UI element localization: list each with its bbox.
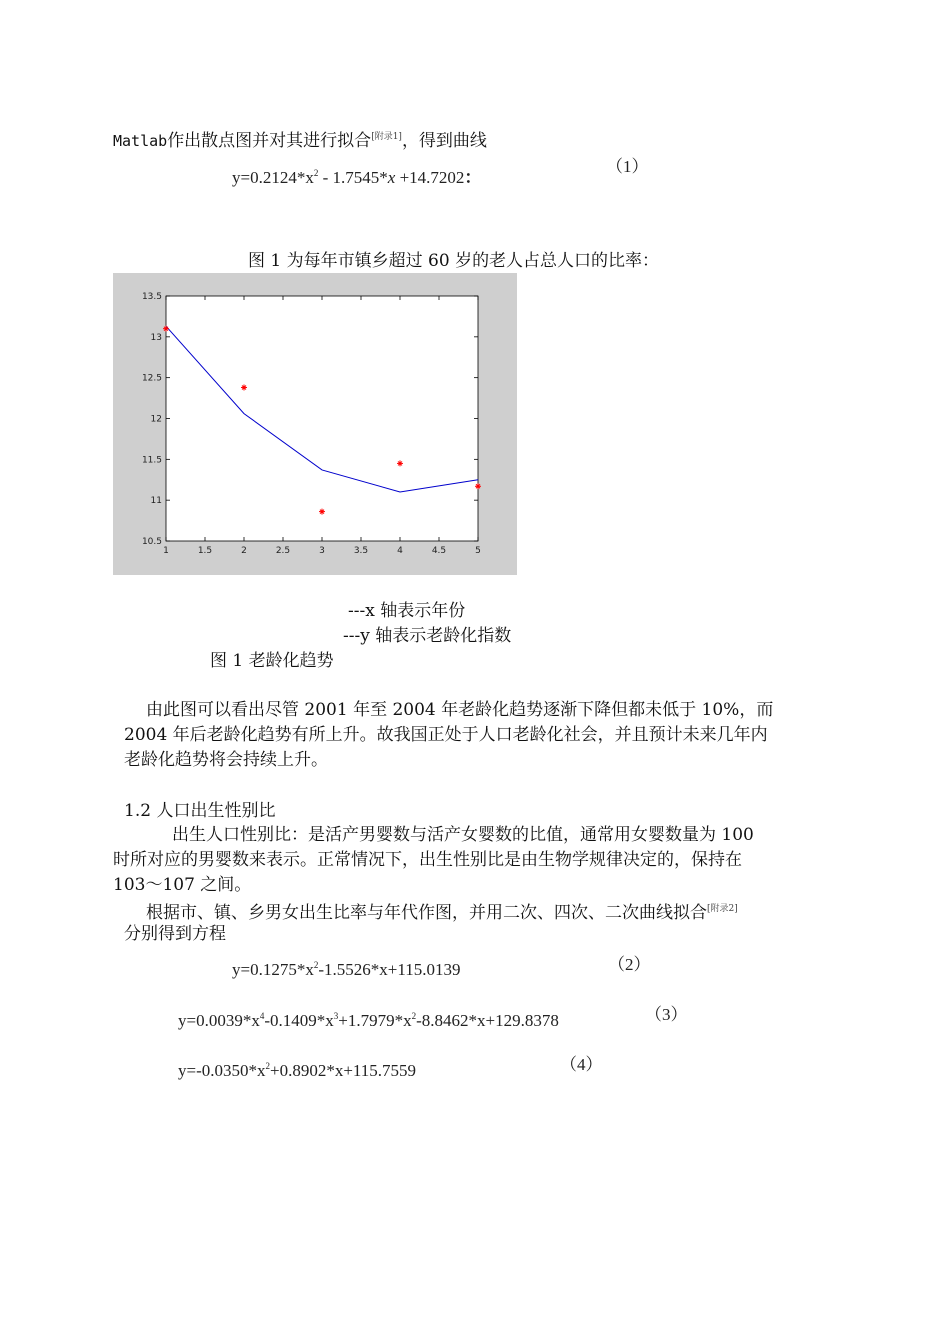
equation-4 bbox=[178, 1061, 416, 1081]
equation-3-number: （3） bbox=[645, 1005, 688, 1024]
para2-line1: 出生人口性别比：是活产男婴数与活产女婴数的比值，通常用女婴数量为 100 bbox=[172, 825, 754, 845]
eq1-part-b: - 1.7545* bbox=[318, 168, 388, 187]
equation-1 bbox=[232, 163, 481, 188]
para3-text: 根据市、镇、乡男女出生比率与年代作图，并用二次、四次、二次曲线拟合 bbox=[146, 903, 707, 923]
x-tick-label: 3.5 bbox=[353, 546, 369, 556]
para1-line3: 老龄化趋势将会持续上升。 bbox=[124, 750, 328, 770]
eq1-part-a: y=0.2124*x bbox=[232, 168, 314, 187]
eq3-part-a: y=0.0039*x bbox=[178, 1011, 260, 1030]
intro-line bbox=[113, 126, 487, 152]
eq1-x-variable: x bbox=[387, 168, 396, 187]
y-axis-note: ---y 轴表示老龄化指数 bbox=[343, 626, 512, 646]
y-tick-label: 11.5 bbox=[141, 455, 162, 466]
eq2-part-a: y=0.1275*x bbox=[232, 960, 314, 979]
x-tick-label: 2 bbox=[241, 546, 247, 556]
eq4-part-a: y=-0.0350*x bbox=[178, 1061, 266, 1080]
figure-intro: 图 1 为每年市镇乡超过 60 岁的老人占总人口的比率： bbox=[248, 251, 660, 271]
eq4-exponent: 2 bbox=[265, 1061, 270, 1071]
intro-text: 作出散点图并对其进行拟合 bbox=[167, 131, 372, 151]
plot-area bbox=[166, 296, 478, 541]
intro-matlab: Matlab bbox=[113, 132, 168, 150]
eq3-exponent-1: 4 bbox=[259, 1011, 265, 1021]
x-tick-label: 1 bbox=[163, 546, 169, 556]
figure-caption: 图 1 老龄化趋势 bbox=[210, 651, 334, 671]
eq3-part-b: -0.1409*x bbox=[264, 1011, 334, 1030]
eq3-part-d: -8.8462*x+129.8378 bbox=[416, 1011, 559, 1030]
para3-line2: 分别得到方程 bbox=[124, 924, 226, 944]
para3-line1 bbox=[146, 897, 738, 926]
x-tick-label: 5 bbox=[475, 546, 481, 556]
eq3-part-c: +1.7979*x bbox=[338, 1011, 412, 1030]
equation-2-number: （2） bbox=[608, 955, 651, 974]
section-heading: 1.2 人口出生性别比 bbox=[124, 801, 276, 821]
eq2-exponent: 2 bbox=[313, 960, 319, 970]
eq4-part-b: +0.8902*x+115.7559 bbox=[270, 1061, 417, 1080]
x-tick-label: 2.5 bbox=[275, 546, 291, 556]
figure-1-chart bbox=[113, 273, 517, 575]
intro-suffix: ，得到曲线 bbox=[401, 131, 487, 151]
eq1-exponent: 2 bbox=[313, 168, 319, 178]
x-tick-label: 3 bbox=[319, 546, 325, 556]
y-tick-label: 12.5 bbox=[141, 373, 162, 384]
eq1-part-c: +14.7202 bbox=[395, 168, 465, 187]
equation-4-number: （4） bbox=[560, 1055, 603, 1074]
para1-line1: 由此图可以看出尽管 2001 年至 2004 年老龄化趋势逐渐下降但都未低于 10%，而 bbox=[146, 700, 774, 720]
x-tick-label: 1.5 bbox=[197, 546, 213, 556]
eq3-exponent-2: 3 bbox=[333, 1011, 339, 1021]
ref-appendix-2: [附录2] bbox=[707, 904, 738, 914]
eq3-exponent-3: 2 bbox=[411, 1011, 417, 1021]
y-tick-label: 11 bbox=[150, 496, 162, 507]
eq2-part-b: -1.5526*x+115.0139 bbox=[318, 960, 461, 979]
x-axis-note: ---x 轴表示年份 bbox=[348, 601, 466, 621]
equation-3 bbox=[178, 1011, 559, 1031]
para2-line2: 时所对应的男婴数来表示。正常情况下，出生性别比是由生物学规律决定的，保持在 bbox=[113, 850, 742, 870]
x-tick-label: 4 bbox=[397, 546, 403, 556]
equation-2 bbox=[232, 960, 460, 980]
para1-line2: 2004 年后老龄化趋势有所上升。故我国正处于人口老龄化社会，并且预计未来几年内 bbox=[124, 725, 768, 745]
para2-line3: 103～107 之间。 bbox=[113, 875, 252, 895]
equation-1-number: （1） bbox=[606, 157, 649, 176]
y-tick-label: 12 bbox=[150, 414, 162, 425]
chart-svg bbox=[113, 273, 517, 575]
x-tick-label: 4.5 bbox=[431, 546, 447, 556]
y-tick-label: 13.5 bbox=[141, 292, 162, 302]
y-tick-label: 10.5 bbox=[141, 537, 162, 547]
eq1-tail: ： bbox=[464, 168, 482, 187]
y-tick-label: 13 bbox=[150, 332, 162, 343]
ref-appendix-1: [附录1] bbox=[371, 132, 402, 142]
